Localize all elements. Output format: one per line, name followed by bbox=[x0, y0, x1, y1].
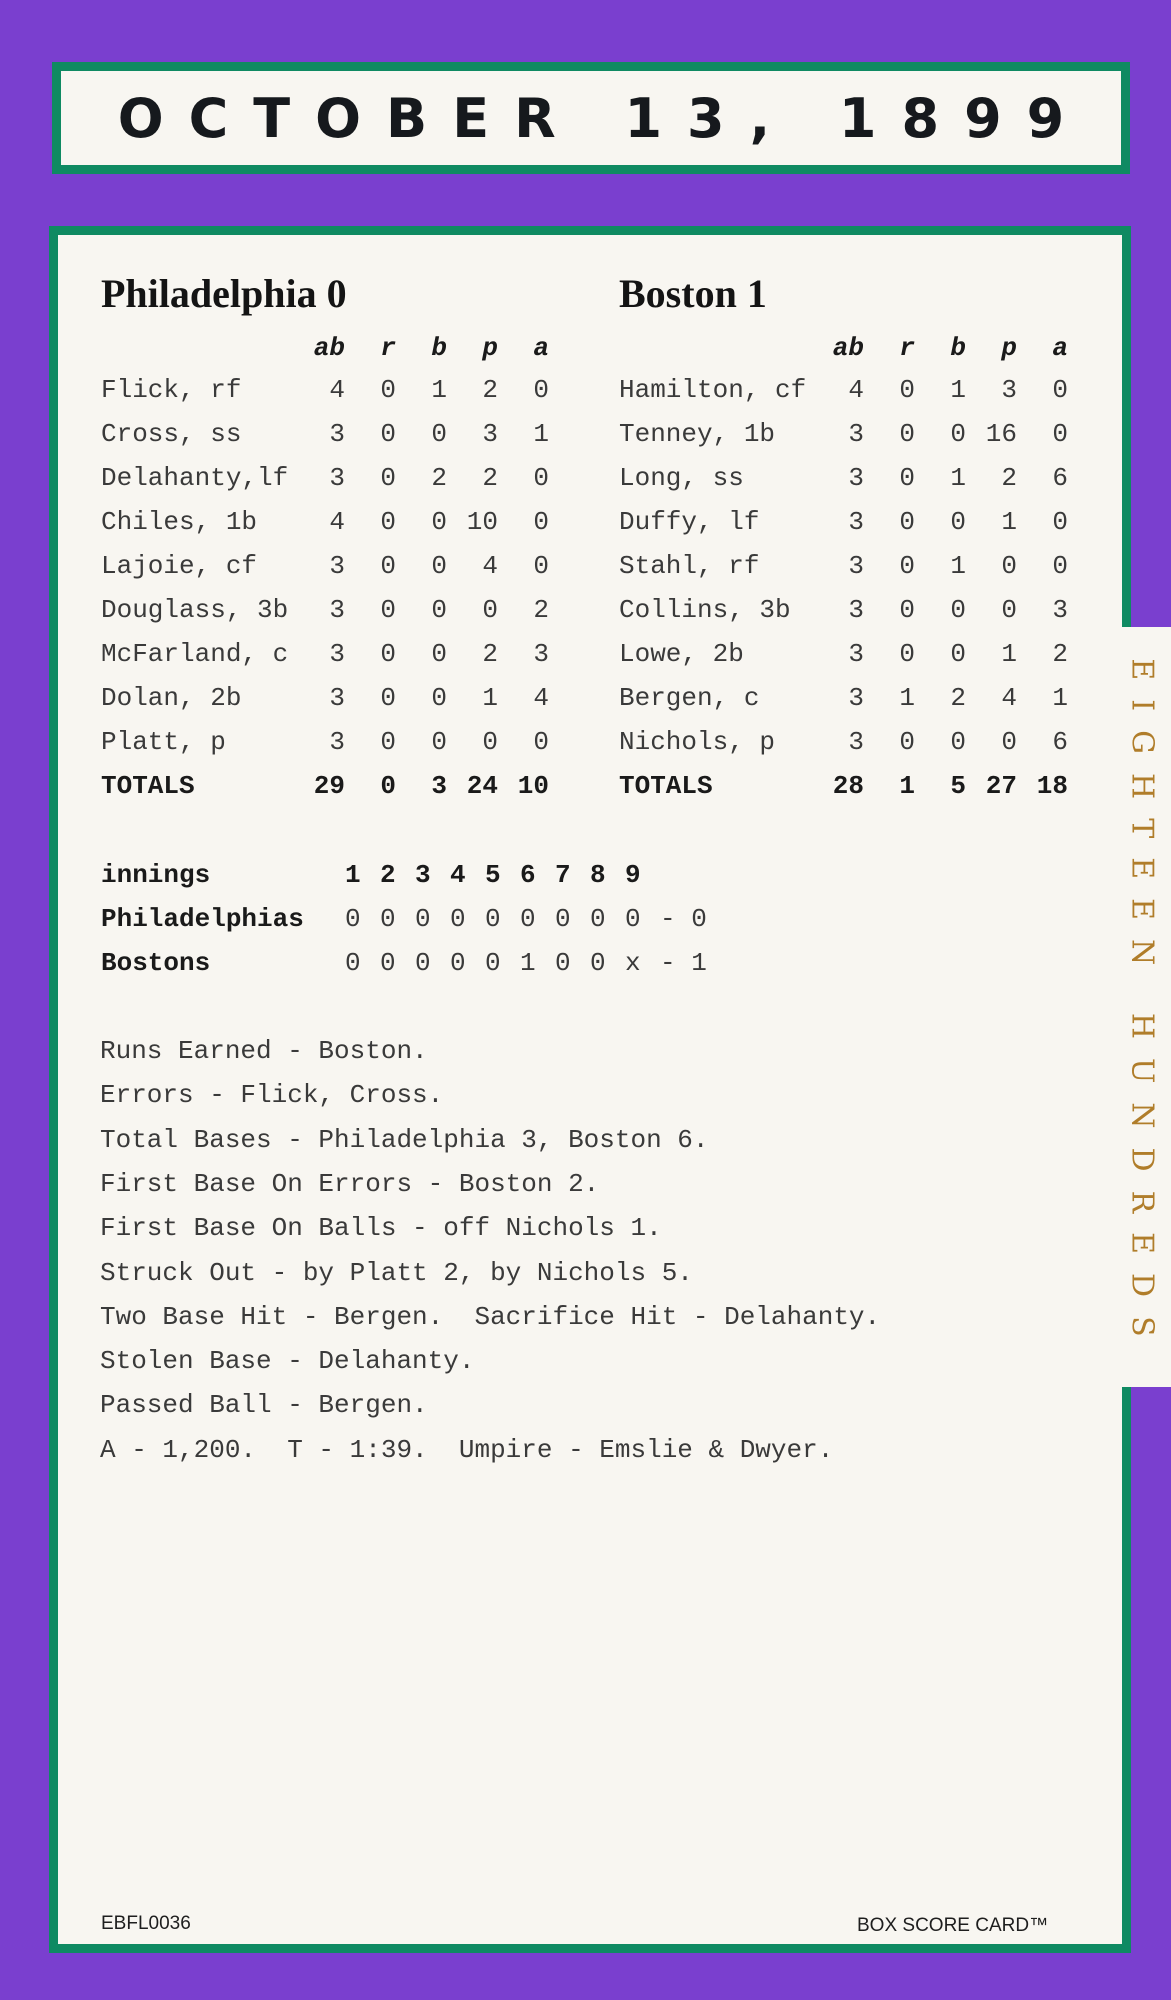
player-row bbox=[0, 676, 1171, 720]
player-row bbox=[0, 412, 1171, 456]
note-line: Stolen Base - Delahanty. bbox=[100, 1346, 475, 1377]
stat-value-a: 2 bbox=[533, 595, 549, 625]
stat-value-p: 1 bbox=[1001, 507, 1017, 537]
stat-value-b: 2 bbox=[431, 463, 447, 493]
stat-value-p: 4 bbox=[482, 551, 498, 581]
player-name: Hamilton, cf bbox=[619, 375, 807, 405]
stat-header-a: a bbox=[533, 333, 549, 363]
player-row bbox=[0, 368, 1171, 412]
player-row bbox=[0, 544, 1171, 588]
total-p: 27 bbox=[985, 771, 1017, 801]
home-team-title: Philadelphia 0 bbox=[101, 271, 347, 316]
linescore-total: - 0 bbox=[660, 904, 707, 934]
stat-value-b: 0 bbox=[431, 551, 447, 581]
stat-value-p: 1 bbox=[482, 683, 498, 713]
innings-header-row bbox=[0, 853, 1171, 897]
stat-value-a: 2 bbox=[1052, 639, 1068, 669]
stat-value-b: 0 bbox=[950, 639, 966, 669]
stat-value-a: 0 bbox=[1052, 507, 1068, 537]
stat-value-ab: 3 bbox=[329, 419, 345, 449]
player-name: Douglass, 3b bbox=[101, 595, 289, 625]
stat-value-r: 0 bbox=[380, 419, 396, 449]
inning-runs: 0 bbox=[485, 948, 501, 978]
stat-value-r: 0 bbox=[380, 463, 396, 493]
note-line: Passed Ball - Bergen. bbox=[100, 1390, 428, 1421]
player-name: McFarland, c bbox=[101, 639, 289, 669]
player-row bbox=[0, 632, 1171, 676]
inning-runs: 0 bbox=[345, 948, 361, 978]
inning-number: 3 bbox=[415, 860, 431, 890]
stat-value-ab: 3 bbox=[848, 595, 864, 625]
stat-value-p: 2 bbox=[482, 639, 498, 669]
game-date: OCTOBER 13, 1899 bbox=[117, 86, 1090, 150]
stat-header-b: b bbox=[950, 333, 966, 363]
total-ab: 28 bbox=[832, 771, 864, 801]
stat-value-r: 0 bbox=[899, 419, 915, 449]
stat-value-b: 1 bbox=[950, 463, 966, 493]
inning-runs: 0 bbox=[380, 904, 396, 934]
stat-value-ab: 3 bbox=[329, 463, 345, 493]
stat-header-ab: ab bbox=[313, 333, 345, 363]
stat-value-p: 3 bbox=[1001, 375, 1017, 405]
inning-number: 9 bbox=[625, 860, 641, 890]
stat-value-r: 1 bbox=[899, 683, 915, 713]
linescore-team: Philadelphias bbox=[101, 904, 304, 934]
totals-row bbox=[0, 764, 1171, 808]
inning-number: 7 bbox=[555, 860, 571, 890]
player-name: Stahl, rf bbox=[619, 551, 760, 581]
stat-value-ab: 3 bbox=[848, 463, 864, 493]
stat-value-r: 0 bbox=[899, 595, 915, 625]
totals-label: TOTALS bbox=[101, 771, 195, 801]
player-name: Bergen, c bbox=[619, 683, 760, 713]
stat-value-a: 3 bbox=[1052, 595, 1068, 625]
note-line: First Base On Balls - off Nichols 1. bbox=[100, 1213, 662, 1244]
player-name: Dolan, 2b bbox=[101, 683, 242, 713]
stat-value-a: 0 bbox=[1052, 375, 1068, 405]
stat-header-p: p bbox=[482, 333, 498, 363]
inning-runs: 0 bbox=[590, 948, 606, 978]
inning-number: 4 bbox=[450, 860, 466, 890]
total-b: 3 bbox=[431, 771, 447, 801]
stat-header-r: r bbox=[899, 333, 915, 363]
stat-value-p: 0 bbox=[1001, 727, 1017, 757]
inning-runs: 0 bbox=[415, 948, 431, 978]
stat-value-p: 2 bbox=[482, 375, 498, 405]
stat-value-a: 3 bbox=[533, 639, 549, 669]
linescore-total: - 1 bbox=[660, 948, 707, 978]
stat-value-p: 16 bbox=[985, 419, 1017, 449]
inning-runs: 0 bbox=[555, 948, 571, 978]
total-ab: 29 bbox=[313, 771, 345, 801]
stat-header-row bbox=[0, 326, 1171, 370]
stat-value-ab: 3 bbox=[848, 727, 864, 757]
away-team-title: Boston 1 bbox=[619, 271, 767, 316]
total-a: 18 bbox=[1036, 771, 1068, 801]
stat-value-b: 0 bbox=[431, 639, 447, 669]
inning-number: 2 bbox=[380, 860, 396, 890]
stat-value-ab: 3 bbox=[329, 727, 345, 757]
player-name: Tenney, 1b bbox=[619, 419, 776, 449]
stat-header-ab: ab bbox=[832, 333, 864, 363]
inning-runs: 0 bbox=[345, 904, 361, 934]
stat-value-r: 0 bbox=[380, 375, 396, 405]
player-name: Lajoie, cf bbox=[101, 551, 258, 581]
total-a: 10 bbox=[517, 771, 549, 801]
stat-value-b: 0 bbox=[431, 727, 447, 757]
player-row bbox=[0, 588, 1171, 632]
stat-header-b: b bbox=[431, 333, 447, 363]
stat-value-p: 0 bbox=[1001, 595, 1017, 625]
stat-value-ab: 3 bbox=[848, 683, 864, 713]
stat-value-b: 0 bbox=[950, 595, 966, 625]
card-brand: BOX SCORE CARD™ bbox=[857, 1915, 1049, 1936]
stat-value-b: 2 bbox=[950, 683, 966, 713]
inning-runs: 0 bbox=[450, 948, 466, 978]
total-r: 1 bbox=[899, 771, 915, 801]
stat-value-p: 10 bbox=[466, 507, 498, 537]
total-r: 0 bbox=[380, 771, 396, 801]
stat-value-p: 0 bbox=[1001, 551, 1017, 581]
stat-value-a: 4 bbox=[533, 683, 549, 713]
player-name: Platt, p bbox=[101, 727, 226, 757]
stat-value-b: 0 bbox=[431, 595, 447, 625]
stat-value-b: 0 bbox=[431, 419, 447, 449]
stat-value-r: 0 bbox=[380, 727, 396, 757]
note-line: Errors - Flick, Cross. bbox=[100, 1080, 444, 1111]
inning-number: 1 bbox=[345, 860, 361, 890]
stat-value-a: 0 bbox=[1052, 419, 1068, 449]
player-row bbox=[0, 456, 1171, 500]
stat-value-a: 1 bbox=[533, 419, 549, 449]
stat-value-r: 0 bbox=[380, 507, 396, 537]
inning-runs: 0 bbox=[415, 904, 431, 934]
player-name: Long, ss bbox=[619, 463, 744, 493]
stat-value-a: 6 bbox=[1052, 727, 1068, 757]
stat-value-b: 0 bbox=[950, 419, 966, 449]
linescore-team: Bostons bbox=[101, 948, 211, 978]
player-name: Nichols, p bbox=[619, 727, 776, 757]
stat-value-a: 1 bbox=[1052, 683, 1068, 713]
stat-value-ab: 3 bbox=[848, 507, 864, 537]
player-name: Flick, rf bbox=[101, 375, 242, 405]
totals-label: TOTALS bbox=[619, 771, 713, 801]
stat-value-a: 0 bbox=[533, 727, 549, 757]
stat-value-a: 0 bbox=[533, 507, 549, 537]
stat-value-r: 0 bbox=[899, 727, 915, 757]
stat-value-p: 2 bbox=[1001, 463, 1017, 493]
player-name: Chiles, 1b bbox=[101, 507, 258, 537]
stat-value-p: 2 bbox=[482, 463, 498, 493]
linescore-row bbox=[0, 897, 1171, 941]
inning-runs: 0 bbox=[380, 948, 396, 978]
inning-runs: 0 bbox=[450, 904, 466, 934]
total-b: 5 bbox=[950, 771, 966, 801]
stat-value-b: 1 bbox=[950, 375, 966, 405]
note-line: First Base On Errors - Boston 2. bbox=[100, 1168, 600, 1199]
inning-number: 5 bbox=[485, 860, 501, 890]
stat-value-r: 0 bbox=[899, 639, 915, 669]
note-line: Runs Earned - Boston. bbox=[100, 1036, 428, 1066]
stat-value-p: 4 bbox=[1001, 683, 1017, 713]
stat-value-r: 0 bbox=[380, 551, 396, 581]
inning-runs: 1 bbox=[520, 948, 536, 978]
stat-value-p: 1 bbox=[1001, 639, 1017, 669]
stat-value-ab: 4 bbox=[848, 375, 864, 405]
stat-value-r: 0 bbox=[380, 595, 396, 625]
inning-runs: 0 bbox=[485, 904, 501, 934]
note-line: Two Base Hit - Bergen. Sacrifice Hit - Delahanty. bbox=[100, 1301, 881, 1332]
stat-value-a: 0 bbox=[533, 375, 549, 405]
total-p: 24 bbox=[466, 771, 498, 801]
inning-number: 8 bbox=[590, 860, 606, 890]
stat-value-b: 0 bbox=[431, 683, 447, 713]
stat-value-b: 0 bbox=[431, 507, 447, 537]
stat-value-ab: 4 bbox=[329, 375, 345, 405]
stat-value-ab: 3 bbox=[329, 683, 345, 713]
linescore-row bbox=[0, 941, 1171, 985]
stat-value-a: 6 bbox=[1052, 463, 1068, 493]
inning-runs: 0 bbox=[590, 904, 606, 934]
stat-value-ab: 3 bbox=[848, 639, 864, 669]
stat-value-ab: 3 bbox=[848, 551, 864, 581]
stat-value-r: 0 bbox=[899, 375, 915, 405]
inning-runs: 0 bbox=[555, 904, 571, 934]
stat-value-p: 0 bbox=[482, 727, 498, 757]
stat-value-ab: 3 bbox=[329, 639, 345, 669]
stat-header-a: a bbox=[1052, 333, 1068, 363]
player-name: Collins, 3b bbox=[619, 595, 791, 625]
stat-value-b: 0 bbox=[950, 507, 966, 537]
stat-value-r: 0 bbox=[380, 683, 396, 713]
stat-value-ab: 3 bbox=[329, 551, 345, 581]
stat-value-b: 0 bbox=[950, 727, 966, 757]
note-line: Total Bases - Philadelphia 3, Boston 6. bbox=[100, 1124, 709, 1155]
note-line: A - 1,200. T - 1:39. Umpire - Emslie & Dwyer. bbox=[100, 1434, 834, 1465]
stat-value-r: 0 bbox=[899, 507, 915, 537]
innings-label: innings bbox=[101, 860, 211, 890]
player-name: Duffy, lf bbox=[619, 507, 760, 537]
inning-runs: 0 bbox=[625, 904, 641, 934]
note-line: Struck Out - by Platt 2, by Nichols 5. bbox=[100, 1257, 693, 1288]
player-row bbox=[0, 500, 1171, 544]
player-name: Lowe, 2b bbox=[619, 639, 744, 669]
player-name: Delahanty,lf bbox=[101, 463, 289, 493]
player-row bbox=[0, 720, 1171, 764]
date-banner bbox=[52, 62, 1130, 174]
stat-value-r: 0 bbox=[380, 639, 396, 669]
stat-value-p: 3 bbox=[482, 419, 498, 449]
stat-value-ab: 4 bbox=[329, 507, 345, 537]
stat-value-ab: 3 bbox=[848, 419, 864, 449]
stat-header-p: p bbox=[1001, 333, 1017, 363]
stat-value-a: 0 bbox=[533, 551, 549, 581]
player-name: Cross, ss bbox=[101, 419, 242, 449]
inning-runs: x bbox=[625, 948, 641, 978]
stat-value-b: 1 bbox=[431, 375, 447, 405]
stat-header-r: r bbox=[380, 333, 396, 363]
stat-value-a: 0 bbox=[533, 463, 549, 493]
stat-value-r: 0 bbox=[899, 551, 915, 581]
inning-number: 6 bbox=[520, 860, 536, 890]
stat-value-ab: 3 bbox=[329, 595, 345, 625]
inning-runs: 0 bbox=[520, 904, 536, 934]
stat-value-r: 0 bbox=[899, 463, 915, 493]
side-tab-text: EIGHTEEN HUNDREDS bbox=[1124, 658, 1159, 1356]
card-code: EBFL0036 bbox=[101, 1913, 191, 1934]
stat-value-a: 0 bbox=[1052, 551, 1068, 581]
side-tab bbox=[1112, 627, 1171, 1387]
stat-value-b: 1 bbox=[950, 551, 966, 581]
stat-value-p: 0 bbox=[482, 595, 498, 625]
